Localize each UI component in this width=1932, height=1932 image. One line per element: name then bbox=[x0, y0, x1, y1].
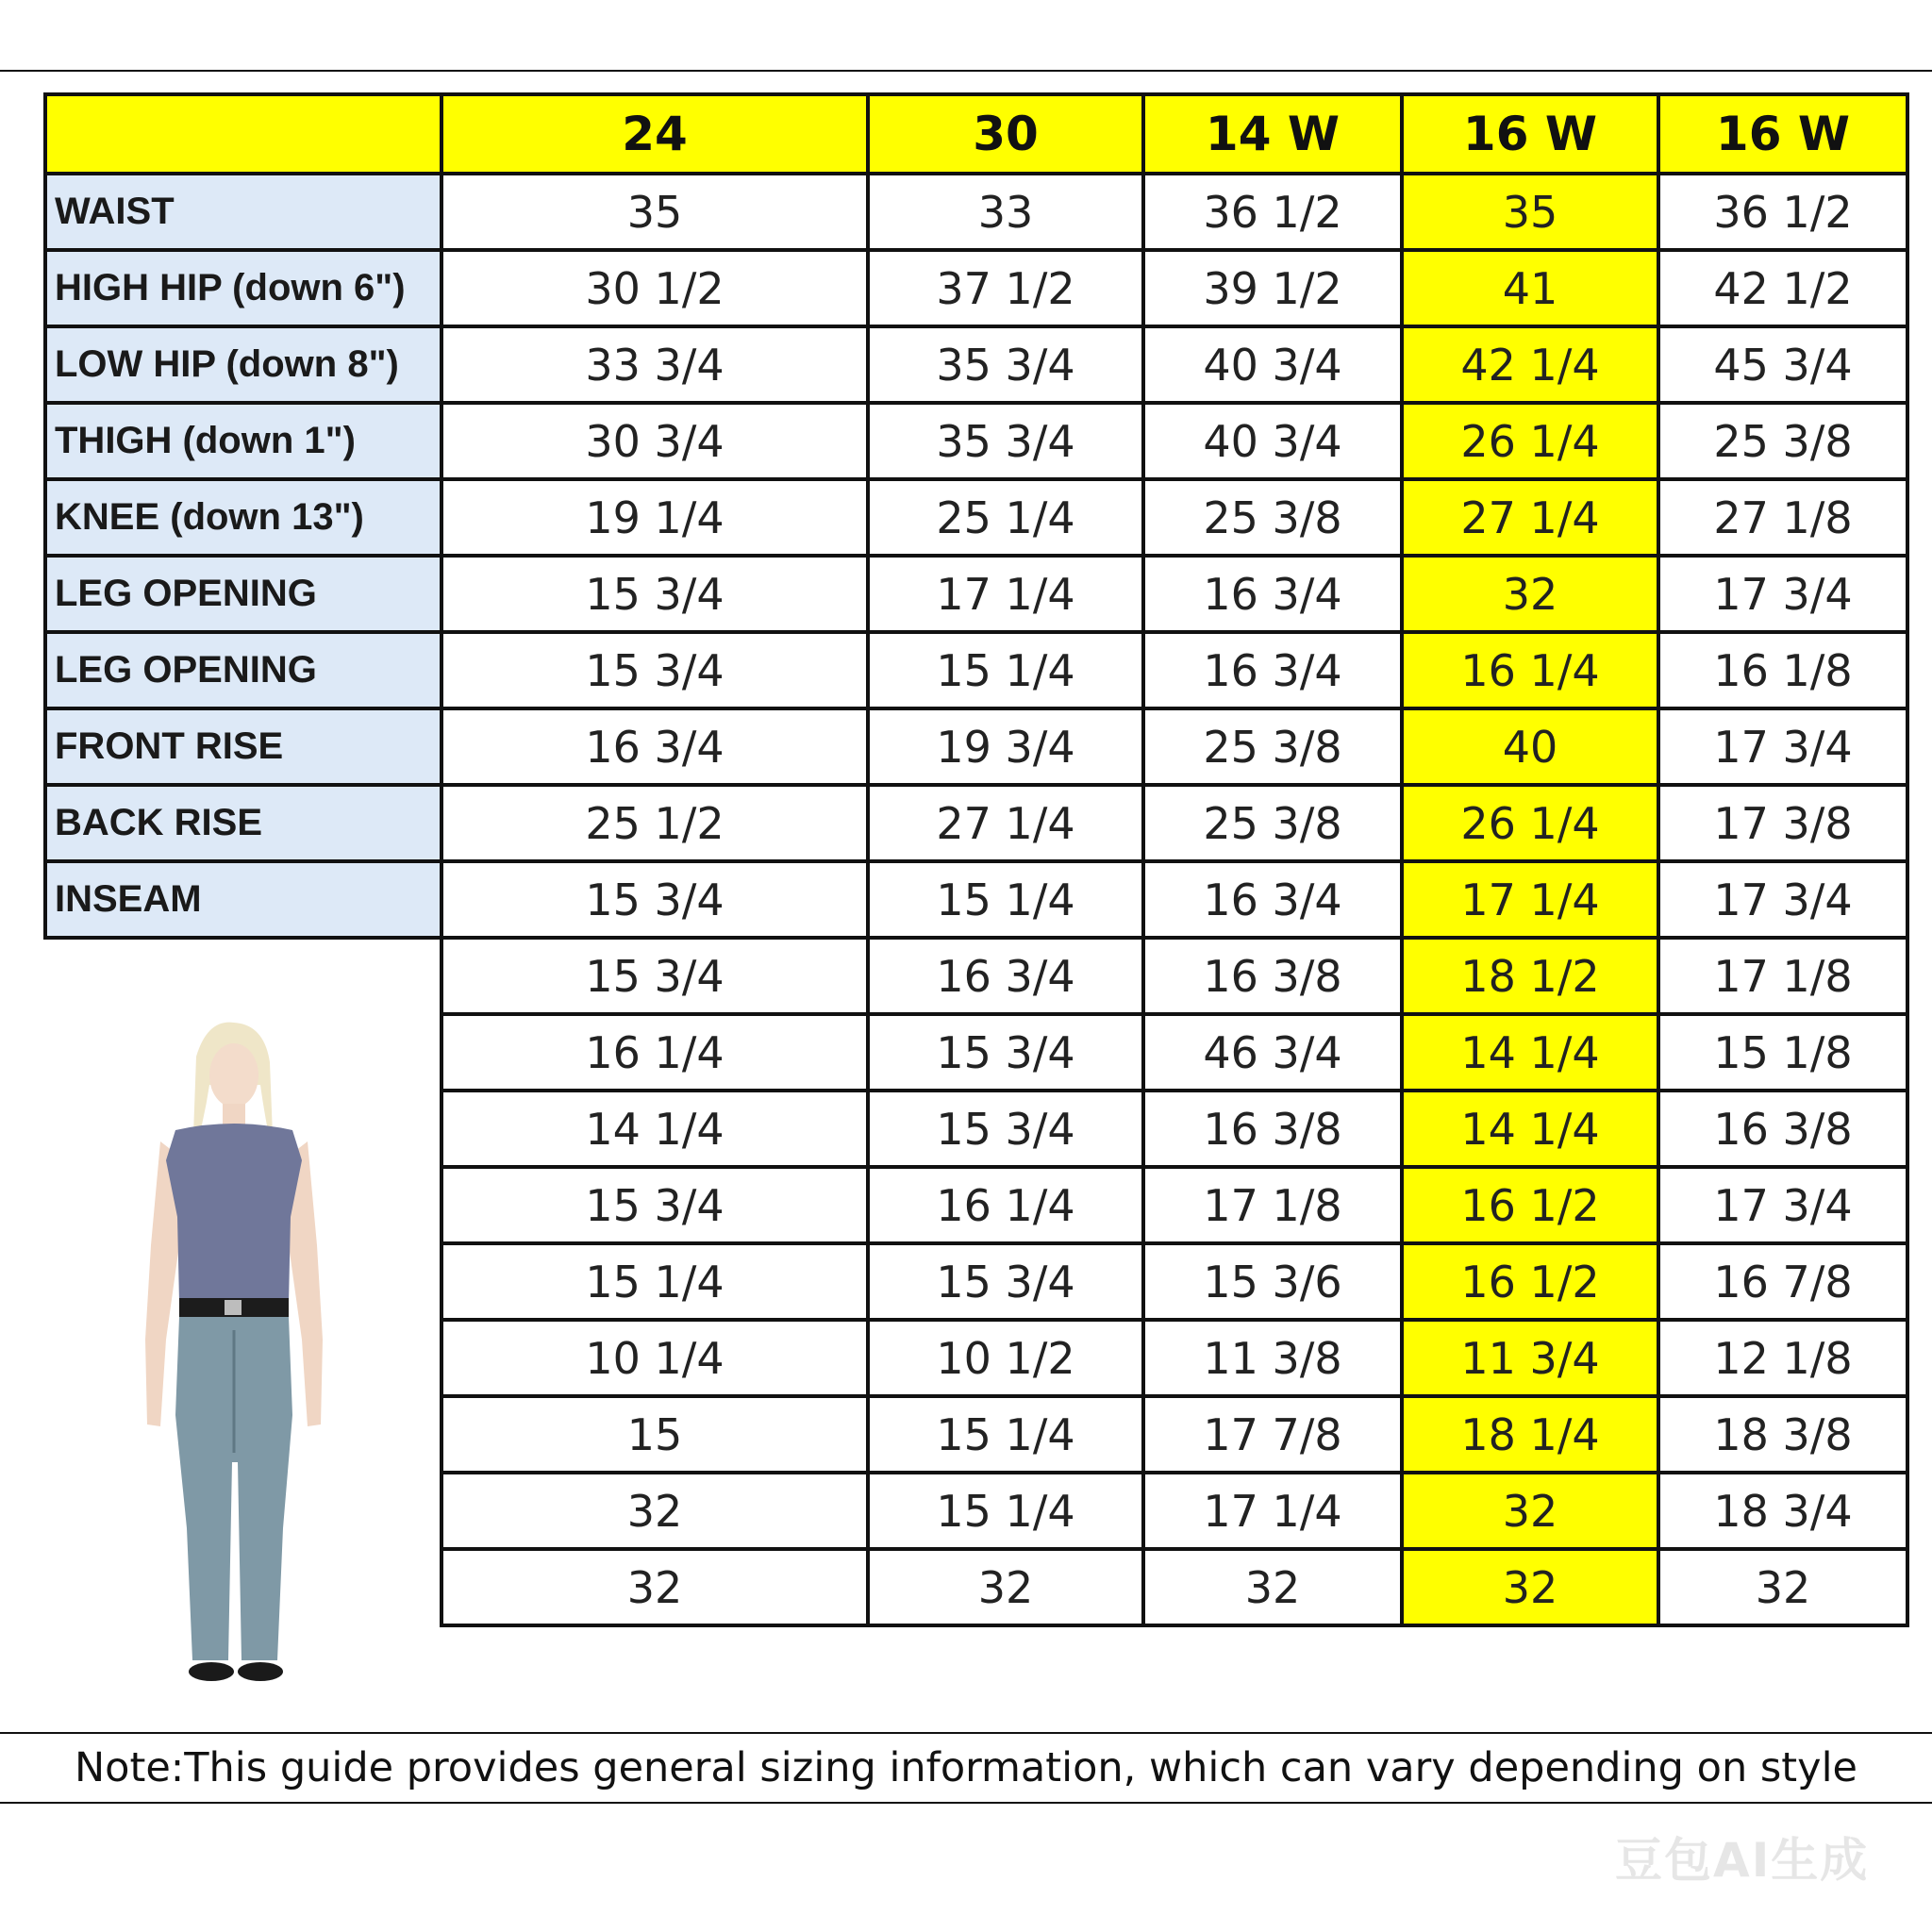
size-value-cell: 32 bbox=[1658, 1549, 1907, 1625]
size-value-cell: 15 1/4 bbox=[868, 1396, 1143, 1473]
size-value-cell: 18 3/8 bbox=[1658, 1396, 1907, 1473]
size-value-cell: 32 bbox=[868, 1549, 1143, 1625]
size-value-cell: 16 3/8 bbox=[1143, 938, 1402, 1014]
size-value-cell: 35 3/4 bbox=[868, 403, 1143, 479]
size-value-cell: 11 3/4 bbox=[1402, 1320, 1658, 1396]
size-value-cell: 14 1/4 bbox=[1402, 1014, 1658, 1091]
size-value-cell: 18 1/2 bbox=[1402, 938, 1658, 1014]
size-value-cell: 16 3/4 bbox=[1143, 632, 1402, 708]
model-figure bbox=[123, 1019, 330, 1689]
size-value-cell: 25 3/8 bbox=[1143, 785, 1402, 861]
size-value-cell: 16 1/4 bbox=[868, 1167, 1143, 1243]
size-value-cell: 33 3/4 bbox=[441, 326, 868, 403]
size-value-cell: 17 1/4 bbox=[868, 556, 1143, 632]
measurement-label: LEG OPENING bbox=[45, 556, 441, 632]
size-value-cell: 16 3/4 bbox=[868, 938, 1143, 1014]
size-value-cell: 15 1/4 bbox=[868, 1473, 1143, 1549]
size-value-cell: 16 1/2 bbox=[1402, 1243, 1658, 1320]
size-value-cell: 35 3/4 bbox=[868, 326, 1143, 403]
measurement-label: BACK RISE bbox=[45, 785, 441, 861]
size-value-cell: 40 3/4 bbox=[1143, 326, 1402, 403]
size-value-cell: 25 3/8 bbox=[1143, 708, 1402, 785]
size-value-cell: 37 1/2 bbox=[868, 250, 1143, 326]
size-value-cell: 16 7/8 bbox=[1658, 1243, 1907, 1320]
size-value-cell: 15 3/4 bbox=[868, 1091, 1143, 1167]
size-value-cell: 30 3/4 bbox=[441, 403, 868, 479]
size-value-cell: 18 3/4 bbox=[1658, 1473, 1907, 1549]
size-value-cell: 16 3/8 bbox=[1658, 1091, 1907, 1167]
size-header: 14 W bbox=[1143, 94, 1402, 174]
table-row bbox=[45, 479, 1907, 556]
size-value-cell: 15 3/4 bbox=[441, 938, 868, 1014]
size-header: 16 W bbox=[1658, 94, 1907, 174]
size-value-cell: 30 1/2 bbox=[441, 250, 868, 326]
size-value-cell: 35 bbox=[1402, 174, 1658, 250]
table-row bbox=[45, 174, 1907, 250]
size-value-cell: 16 1/8 bbox=[1658, 632, 1907, 708]
watermark: 豆包AI生成 bbox=[1615, 1833, 1870, 1888]
empty-label-cell bbox=[45, 938, 441, 1014]
size-value-cell: 12 1/8 bbox=[1658, 1320, 1907, 1396]
measurement-label: LEG OPENING bbox=[45, 632, 441, 708]
measurement-label: LOW HIP (down 8") bbox=[45, 326, 441, 403]
size-value-cell: 32 bbox=[1402, 1473, 1658, 1549]
table-row bbox=[45, 861, 1907, 938]
size-value-cell: 39 1/2 bbox=[1143, 250, 1402, 326]
size-value-cell: 17 3/4 bbox=[1658, 556, 1907, 632]
size-value-cell: 18 1/4 bbox=[1402, 1396, 1658, 1473]
size-value-cell: 40 bbox=[1402, 708, 1658, 785]
top-rule bbox=[0, 70, 1932, 72]
size-value-cell: 26 1/4 bbox=[1402, 403, 1658, 479]
size-value-cell: 16 3/4 bbox=[1143, 861, 1402, 938]
size-value-cell: 15 3/4 bbox=[441, 861, 868, 938]
size-value-cell: 25 1/4 bbox=[868, 479, 1143, 556]
size-value-cell: 25 3/8 bbox=[1658, 403, 1907, 479]
header-corner bbox=[45, 94, 441, 174]
table-row bbox=[45, 250, 1907, 326]
size-value-cell: 40 3/4 bbox=[1143, 403, 1402, 479]
measurement-label: THIGH (down 1") bbox=[45, 403, 441, 479]
size-value-cell: 25 1/2 bbox=[441, 785, 868, 861]
size-value-cell: 15 3/4 bbox=[441, 556, 868, 632]
size-value-cell: 35 bbox=[441, 174, 868, 250]
measurement-label: HIGH HIP (down 6") bbox=[45, 250, 441, 326]
size-value-cell: 10 1/2 bbox=[868, 1320, 1143, 1396]
size-header: 16 W bbox=[1402, 94, 1658, 174]
size-value-cell: 16 3/8 bbox=[1143, 1091, 1402, 1167]
table-row bbox=[45, 326, 1907, 403]
size-value-cell: 15 3/4 bbox=[441, 1167, 868, 1243]
size-value-cell: 17 1/8 bbox=[1658, 938, 1907, 1014]
size-value-cell: 19 1/4 bbox=[441, 479, 868, 556]
size-value-cell: 17 1/4 bbox=[1402, 861, 1658, 938]
size-value-cell: 41 bbox=[1402, 250, 1658, 326]
size-value-cell: 32 bbox=[1143, 1549, 1402, 1625]
size-value-cell: 33 bbox=[868, 174, 1143, 250]
measurement-label: KNEE (down 13") bbox=[45, 479, 441, 556]
size-value-cell: 17 1/8 bbox=[1143, 1167, 1402, 1243]
note-box bbox=[0, 1732, 1932, 1804]
size-value-cell: 14 1/4 bbox=[441, 1091, 868, 1167]
size-value-cell: 15 3/4 bbox=[868, 1014, 1143, 1091]
size-value-cell: 16 1/4 bbox=[1402, 632, 1658, 708]
size-value-cell: 15 1/8 bbox=[1658, 1014, 1907, 1091]
table-row bbox=[45, 632, 1907, 708]
size-value-cell: 16 3/4 bbox=[441, 708, 868, 785]
size-value-cell: 46 3/4 bbox=[1143, 1014, 1402, 1091]
table-row bbox=[45, 556, 1907, 632]
size-header: 30 bbox=[868, 94, 1143, 174]
size-value-cell: 17 3/4 bbox=[1658, 861, 1907, 938]
size-value-cell: 14 1/4 bbox=[1402, 1091, 1658, 1167]
size-value-cell: 17 3/4 bbox=[1658, 1167, 1907, 1243]
size-value-cell: 27 1/4 bbox=[1402, 479, 1658, 556]
size-value-cell: 17 1/4 bbox=[1143, 1473, 1402, 1549]
size-value-cell: 15 1/4 bbox=[868, 861, 1143, 938]
table-row bbox=[45, 938, 1907, 1014]
size-value-cell: 15 3/6 bbox=[1143, 1243, 1402, 1320]
size-value-cell: 17 3/8 bbox=[1658, 785, 1907, 861]
size-value-cell: 17 7/8 bbox=[1143, 1396, 1402, 1473]
model-figure-graphic bbox=[123, 1019, 330, 1689]
size-header: 24 bbox=[441, 94, 868, 174]
size-value-cell: 17 3/4 bbox=[1658, 708, 1907, 785]
size-value-cell: 15 bbox=[441, 1396, 868, 1473]
size-value-cell: 42 1/4 bbox=[1402, 326, 1658, 403]
size-value-cell: 19 3/4 bbox=[868, 708, 1143, 785]
size-value-cell: 32 bbox=[441, 1473, 868, 1549]
size-value-cell: 10 1/4 bbox=[441, 1320, 868, 1396]
size-value-cell: 26 1/4 bbox=[1402, 785, 1658, 861]
size-value-cell: 45 3/4 bbox=[1658, 326, 1907, 403]
table-row bbox=[45, 403, 1907, 479]
size-value-cell: 16 1/4 bbox=[441, 1014, 868, 1091]
size-value-cell: 25 3/8 bbox=[1143, 479, 1402, 556]
header-row bbox=[45, 94, 1907, 174]
table-row bbox=[45, 708, 1907, 785]
size-value-cell: 15 1/4 bbox=[868, 632, 1143, 708]
measurement-label: WAIST bbox=[45, 174, 441, 250]
size-value-cell: 36 1/2 bbox=[1658, 174, 1907, 250]
size-value-cell: 32 bbox=[1402, 556, 1658, 632]
size-value-cell: 15 3/4 bbox=[441, 632, 868, 708]
size-value-cell: 32 bbox=[1402, 1549, 1658, 1625]
size-value-cell: 16 3/4 bbox=[1143, 556, 1402, 632]
sizing-note: Note:This guide provides general sizing information, which can vary depending on style bbox=[75, 1744, 1857, 1791]
size-value-cell: 11 3/8 bbox=[1143, 1320, 1402, 1396]
size-value-cell: 27 1/8 bbox=[1658, 479, 1907, 556]
measurement-label: FRONT RISE bbox=[45, 708, 441, 785]
size-value-cell: 36 1/2 bbox=[1143, 174, 1402, 250]
size-value-cell: 42 1/2 bbox=[1658, 250, 1907, 326]
table-row bbox=[45, 785, 1907, 861]
size-value-cell: 16 1/2 bbox=[1402, 1167, 1658, 1243]
size-value-cell: 32 bbox=[441, 1549, 868, 1625]
size-value-cell: 27 1/4 bbox=[868, 785, 1143, 861]
measurement-label: INSEAM bbox=[45, 861, 441, 938]
size-value-cell: 15 1/4 bbox=[441, 1243, 868, 1320]
size-value-cell: 15 3/4 bbox=[868, 1243, 1143, 1320]
